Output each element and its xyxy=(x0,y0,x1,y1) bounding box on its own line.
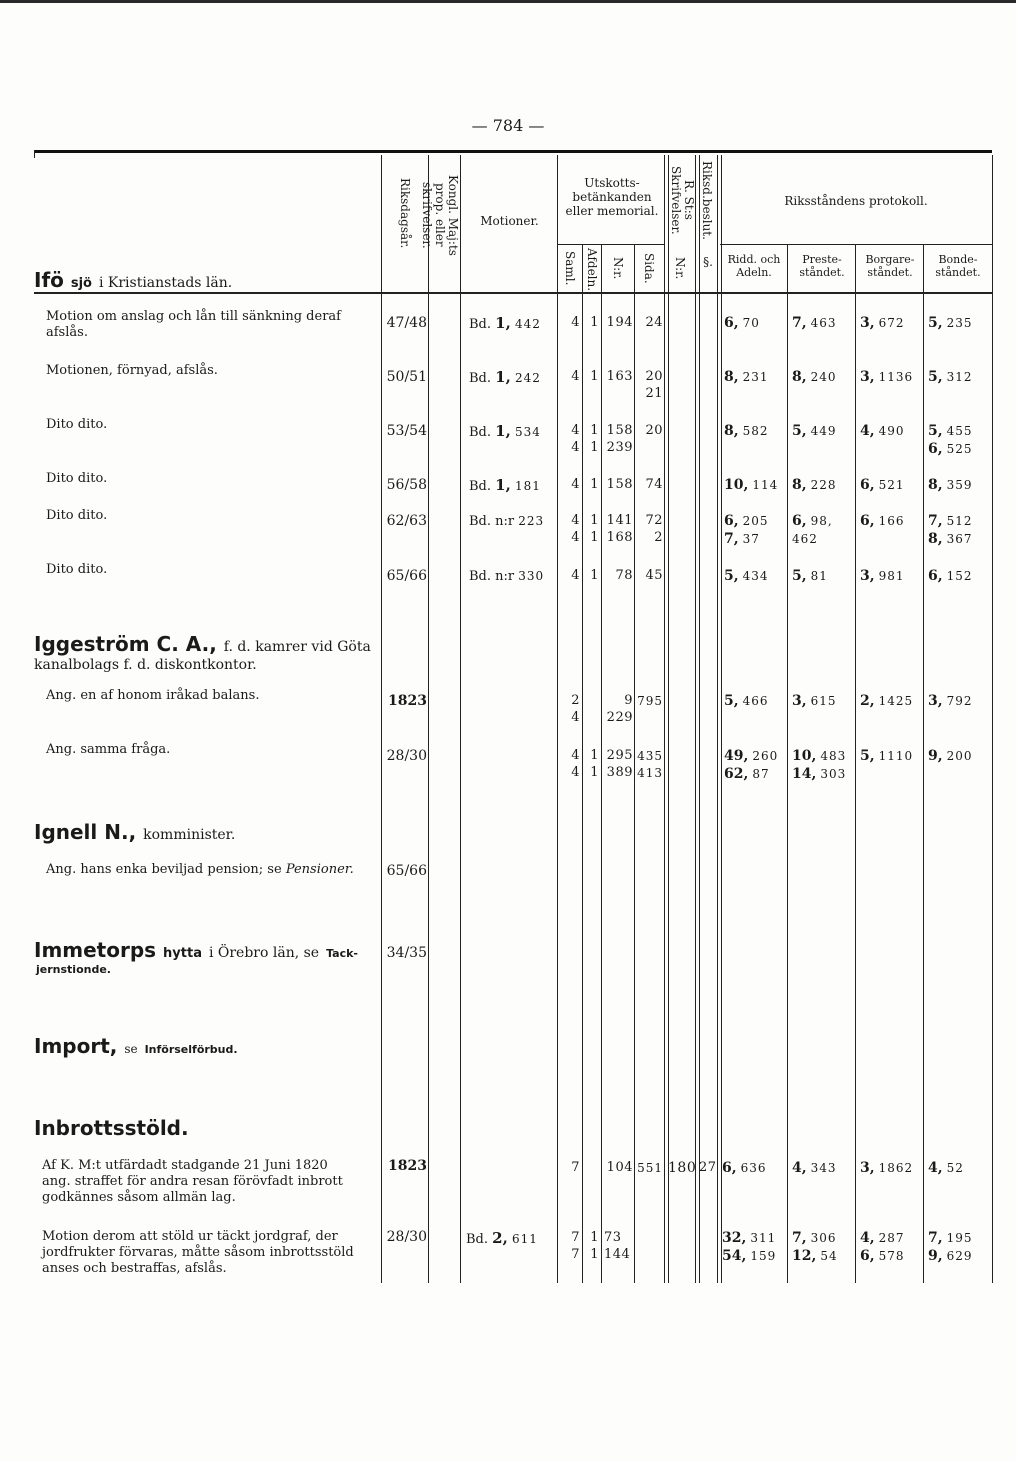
page-number: — 784 — xyxy=(471,116,545,135)
header-motioner: Motioner. xyxy=(480,214,539,228)
section-title-import: Import, se Införselförbud. xyxy=(34,1034,238,1058)
header-rsts-skrifvelser: R. St:s Skrifvelser. xyxy=(669,165,696,235)
header-riksd-beslut: Riksd.beslut. xyxy=(700,160,714,240)
section-desc-iggestrom: kanalbolags f. d. diskontkontor. xyxy=(34,657,257,673)
header-preste: Preste-ståndet. xyxy=(799,253,845,279)
header-kongl-prop: Kongl. Maj:ts prop. eller skrifvelser. xyxy=(420,174,460,256)
page-top-edge xyxy=(0,0,1016,3)
header-borgare: Borgare-ståndet. xyxy=(865,253,915,279)
header-afdeln: Afdeln. xyxy=(585,248,599,292)
header-rsts-nr: N:r. xyxy=(673,256,687,280)
section-title-immetorps: Immetorps hytta i Örebro län, se Tack- xyxy=(34,938,358,962)
section-title-inbrott: Inbrottsstöld. xyxy=(34,1116,189,1140)
header-sida: Sida. xyxy=(642,252,656,284)
header-bonde: Bonde-ståndet. xyxy=(935,253,981,279)
section-title-iggestrom: Iggeström C. A., f. d. kamrer vid Göta xyxy=(34,632,371,656)
section-title-ifo: Ifö sjö i Kristianstads län. xyxy=(34,268,233,292)
header-utskotts: Utskotts-betänkanden eller memorial. xyxy=(565,176,659,218)
header-nr: N:r. xyxy=(611,256,625,280)
table-top-rule xyxy=(34,150,992,153)
header-ridd: Ridd. och Adeln. xyxy=(727,253,781,279)
section-title-ignell: Ignell N., komminister. xyxy=(34,820,236,844)
header-riksdagsar: Riksdagsår. xyxy=(398,178,412,249)
header-beslut-para: §. xyxy=(703,255,713,269)
section-ref-immetorps: jernstionde. xyxy=(36,963,111,976)
header-samt: Saml. xyxy=(563,250,577,286)
header-protokoll: Riksståndens protokoll. xyxy=(784,194,928,208)
